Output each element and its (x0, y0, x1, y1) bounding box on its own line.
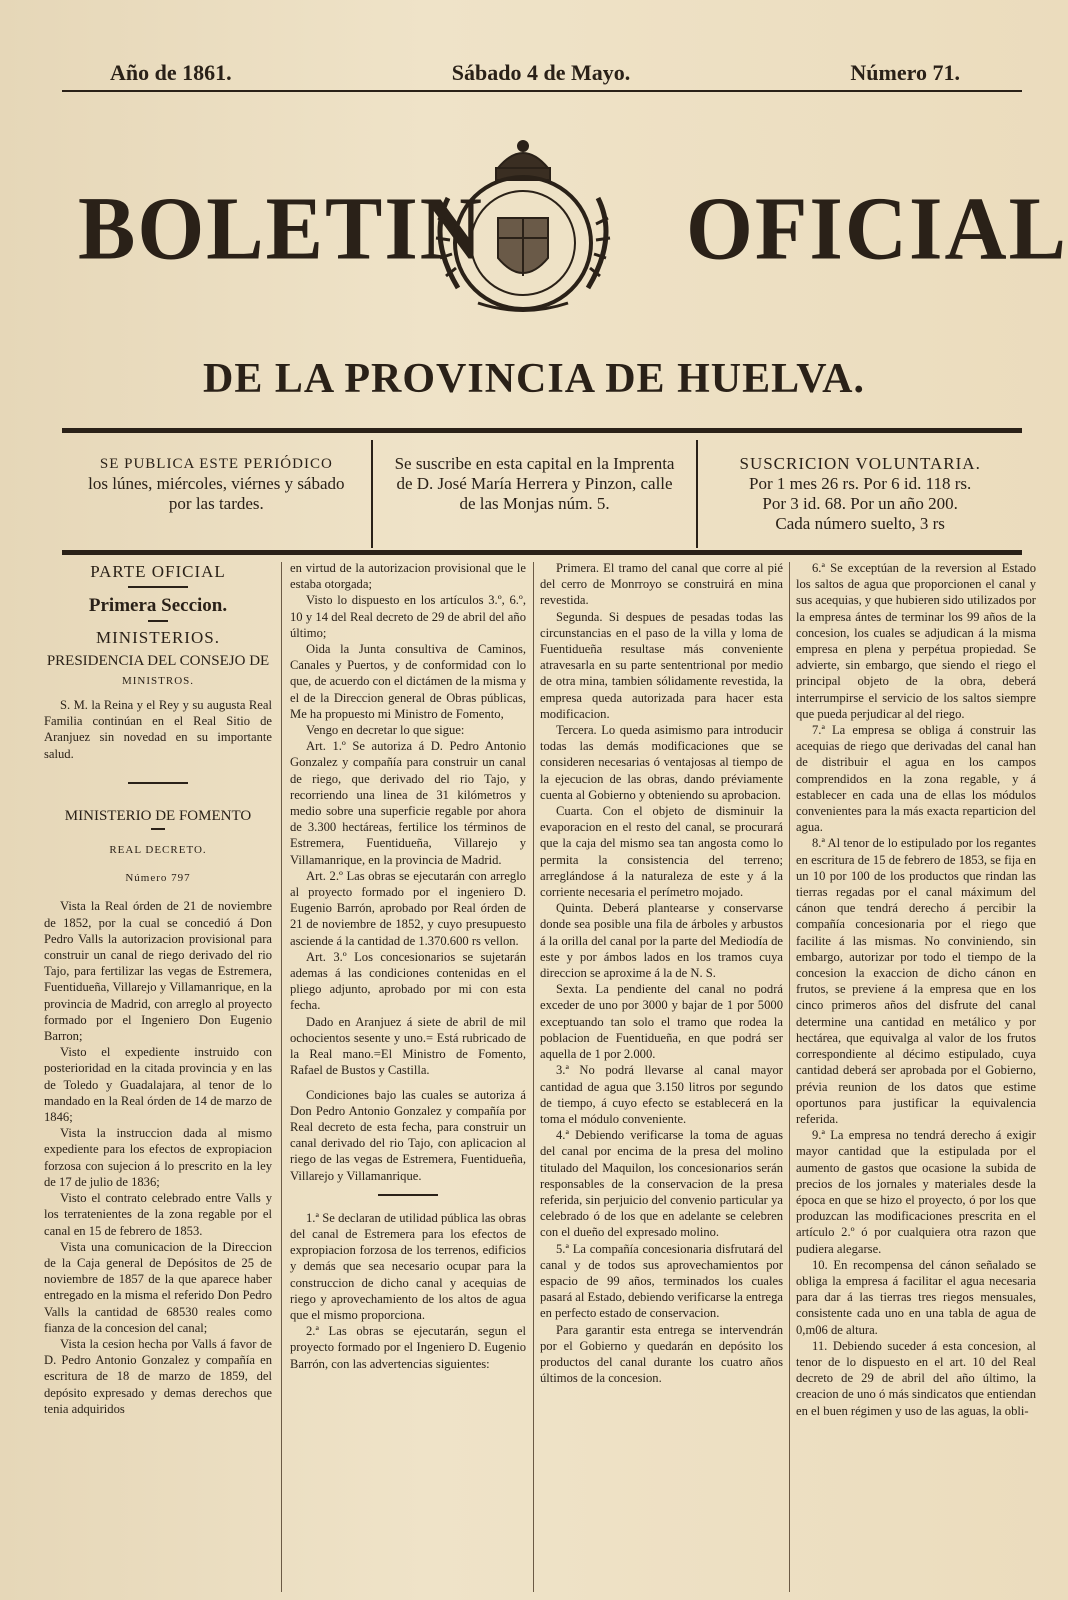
paragraph: Cuarta. Con el objeto de disminuir la evaporacion en el resto del canal, se procurará que la caja del mismo sea tan angosta como lo permita la consistencia del terreno; arreglándose á la naturaleza de este y á la corriente necesaria el perímetro mojado. (540, 804, 783, 900)
section-heading: PARTE OFICIAL (90, 562, 226, 581)
ornament-divider (151, 828, 165, 834)
paragraph: Oida la Junta consultiva de Caminos, Canales y Puertos, y de conformidad con lo que, de acuerdo con el dictámen de la misma y el de la Direccion general de Obras públicas, Me ha propuesto mi Ministro de Fomento, (290, 642, 526, 721)
issue-number: Número 71. (850, 60, 960, 85)
paragraph: 7.ª La empresa se obliga á construir las acequias de riego que derivadas del canal han de distribuir el agua en los campos comprendidos en la zona regable, y á establecer en cada una de ellas los módulos convenientes para la más exacta reparticion del agua. (796, 723, 1036, 835)
info-bottom-rule (62, 550, 1022, 555)
ornament-divider (378, 1194, 438, 1200)
place-line-1: Se suscribe en esta capital en la Imprenta (394, 454, 675, 473)
column-separator (789, 562, 790, 1592)
rates-title: SUSCRICION VOLUNTARIA. (739, 454, 981, 473)
paragraph: Condiciones bajo las cuales se autoriza á Don Pedro Antonio Gonzalez y compañía por Real decreto de esta fecha, para construir un canal derivado del rio Tajo, con aplicacion al riego de las vegas de Estremera, Fuentidueña, Villarejo y Villamanrique. (290, 1087, 526, 1183)
decree-heading: REAL DECRETO. (109, 844, 207, 857)
masthead-right: OFICIAL (686, 177, 1068, 279)
paragraph: 2.ª Las obras se ejecutarán, segun el proyecto formado por el Ingeniero D. Eugenio Barrón, con las advertencias siguientes: (290, 1324, 526, 1371)
paragraph: 4.ª Debiendo verificarse la toma de aguas del canal por encima de la presa del molino titulado del Maquilon, los concesionarios serán responsables de la conservacion de la presa referida, sin perjuicio del convenio particular ya celebrado ó de los que en adelante se celebren con el dueño del expresado molino. (540, 1128, 783, 1240)
paragraph: 8.ª Al tenor de lo estipulado por los regantes en escritura de 15 de febrero de 1853, se fija en un 10 por 100 de los productos que rindan las tierras regadas por el canal máximum del cánon que tendrá derecho á percibir la compañía concesionaria por el riego que facilite á las mismas. No conviniendo, sin embargo, autorizar por todo el tiempo de la concesion la exaccion de dicho cánon en frutos, se previene á la empresa que en los cinco primeros años del disfrute del canal determine una cantidad en metálico y por hectárea, que equivalga al valor de los frutos correspondiente al décimo estipulado, cuya cantidad deberá ser aprobada por el Gobierno, prévia reunion de los datos que estime oportunos para justificar la equivalencia referida. (796, 836, 1036, 1126)
ministry-heading: MINISTERIOS. (96, 628, 220, 648)
paragraph: 1.ª Se declaran de utilidad pública las obras del canal de Estremera para los efectos de expropiacion forzosa de los terrenos, edificios y demás que sea necesario ocupar para la construccion de dicho canal y acequias de riego y aprovechamiento de los altos de agua que el mismo proporciona. (290, 1210, 526, 1322)
paragraph: en virtud de la autorizacion provisional que le estaba otorgada; (290, 561, 526, 592)
schedule-line-2: los lúnes, miércoles, viérnes y sábado (88, 474, 345, 493)
paragraph: Sexta. La pendiente del canal no podrá exceder de uno por 3000 y bajar de 1 por 5000 exceptuando tan solo el tramo que rodea la poblacion de Fuentidueña, en que podrá ser aquella de 1 por 2.000. (540, 982, 783, 1062)
column-separator (281, 562, 282, 1592)
paragraph: Para garantir esta entrega se intervendrán por el Gobierno y quedarán en depósito los productos del canal durante los cuatro años últimos de la concesion. (540, 1322, 783, 1386)
paragraph: Dado en Aranjuez á siete de abril de mil ochocientos sesente y uno.= Está rubricado de la Real mano.=El Ministro de Fomento, Rafael de Bustos y Castilla. (290, 1014, 526, 1078)
paragraph: 5.ª La compañía concesionaria disfrutará del canal y de todos sus aprovechamientos por espacio de 99 años, terminados los cuales pasará al Estado, debiendo verificarse la entrega en perfecto estado de conservacion. (540, 1241, 784, 1321)
subscription-rates (698, 440, 1022, 548)
column-1 (44, 560, 272, 1417)
top-rule (62, 90, 1022, 92)
ministry-fomento-heading: MINISTERIO DE FOMENTO (64, 807, 252, 824)
paragraph: Primera. El tramo del canal que corre al pié del cerro de Monrroyo se construirá en mina revestida. (540, 561, 783, 608)
coat-of-arms-icon (418, 138, 628, 318)
paragraph: Segunda. Si despues de pesadas todas las circunstancias en el paso de la villa y loma de Fuentidueña resultase más conveniente atravesarla en su parte sententrional por medio de otra mina, tambien sólidamente revestida, la empresa queda autorizada para hacer esta modificacion. (540, 609, 783, 721)
rates-line-1: Por 1 mes 26 rs. Por 6 id. 118 rs. (749, 474, 972, 493)
schedule-line-3: por las tardes. (168, 494, 264, 513)
presidency-heading: PRESIDENCIA DEL CONSEJO DE (46, 652, 270, 669)
place-line-3: de las Monjas núm. 5. (459, 494, 610, 513)
rates-line-3: Cada número suelto, 3 rs (775, 514, 945, 533)
subscription-place (371, 440, 699, 548)
column-3 (540, 560, 783, 1386)
paragraph: 6.ª Se exceptúan de la reversion al Estado los saltos de agua que proporcionen el canal y sus acequias, y que hubieren sido utilizados por la empresa ántes de terminar los 99 años de la concesion, los cuales se adjudican á la misma empresa en plena y perpétua propiedad. Se advierte, sin embargo, que siendo el riego el principal objeto de la obra, deberá interrumpirse el servicio de los saltos siempre que pueda perjudicar al del riego. (796, 561, 1036, 721)
ornament-divider (128, 782, 188, 788)
issue-date: Sábado 4 de Mayo. (451, 60, 631, 85)
paragraph: Tercera. Lo queda asimismo para introducir todas las demás modificaciones que se consideren necesarias ó ventajosas al tiempo de la ejecucion de las obras, dando préviamente cuenta al Gobierno y obteniendo su aprobacion. (540, 723, 783, 802)
rates-line-2: Por 3 id. 68. Por un año 200. (762, 494, 958, 513)
paragraph: Vista la instruccion dada al mismo expediente para los efectos de expropiacion forzosa con sujecion á lo prescrito en la ley de 17 de julio de 1836; (44, 1126, 272, 1189)
paragraph: Visto el expediente instruido con posterioridad en la citada provincia y en las de Toledo y Guadalajara, al tenor de lo mandado en la Real órden de 14 de marzo de 1846; (44, 1045, 272, 1125)
paragraph: Vista una comunicacion de la Direccion de la Caja general de Depósitos de 25 de noviembre de 1857 de la que aparece haber entregado en la misma el referido Don Pedro Valls la cantidad de 68530 reales como fianza de la concesion del canal; (44, 1239, 272, 1335)
publication-info (62, 440, 1022, 548)
paragraph: Vengo en decretar lo que sigue: (306, 723, 465, 738)
ornament-divider (128, 586, 188, 592)
column-2 (290, 560, 526, 1372)
info-top-rule (62, 428, 1022, 433)
paragraph: Visto lo dispuesto en los artículos 3.º, 6.º, 10 y 14 del Real decreto de 29 de abril del año último; (290, 593, 526, 640)
ornament-divider (148, 620, 168, 626)
schedule-line-1: SE PUBLICA ESTE PERIÓDICO (99, 456, 333, 472)
paragraph: Vista la Real órden de 21 de noviembre de 1852, por la cual se concedió á Don Pedro Valls la autorizacion provisional para construir un canal de riego derivado del rio Tajo, para fertilizar las vegas de Estremera, Fuentidueña, Villarejo y Villamanrique, en la provincia de Madrid, con arreglo al proyecto formado por el Ingeniero Don Eugenio Barron; (44, 899, 272, 1044)
masthead-left: BOLETIN (78, 177, 484, 279)
issue-header (110, 60, 960, 86)
place-line-2: de D. José María Herrera y Pinzon, calle (396, 474, 673, 493)
paragraph: Visto el contrato celebrado entre Valls y los terratenientes de la zona regable por el canal en 15 de febrero de 1853. (44, 1191, 272, 1238)
paragraph: Art. 1.º Se autoriza á D. Pedro Antonio Gonzalez y compañía para construir un canal de riego, que derivado del rio Tajo, y recorriendo una linea de 31 kilómetros y medio sobre una superficie regable por ahora de 3.300 hectáreas, fertilice los términos de Estremera, Fuentidueña, Villarejo y Villamanrique, en la provincia de Madrid. (290, 739, 526, 867)
paragraph: Vista la cesion hecha por Valls á favor de D. Pedro Antonio Gonzalez y compañía en escritura de 18 de marzo de 1859, del depósito expresado y demas derechos que tenia adquiridos (44, 1336, 272, 1416)
column-4 (796, 560, 1036, 1419)
paragraph: 10. En recompensa del cánon señalado se obliga la empresa á facilitar el agua necesaria para dar á las tierras tres riegos mensuales, consistente cada uno en una tabla de agua de 0,m06 de altura. (796, 1257, 1036, 1337)
paragraph: 9.ª La empresa no tendrá derecho á exigir mayor cantidad que la estipulada por el aumento de gastos que ocasione la subida de precios de los jornales y materiales desde la época en que se hizo el proyecto, ó por los que produzcan las modificaciones prescrita en el artículo 2.º ó por cualquiera otra razon que pudiera alegarse. (796, 1128, 1036, 1256)
masthead-subtitle: DE LA PROVINCIA DE HUELVA. (203, 356, 865, 402)
paragraph: Quinta. Deberá plantearse y conservarse donde sea posible una fila de árboles y arbustos á la orilla del canal por la parte del Mediodía de este y por ámbos lados en los tramos cuya direccion se aproxime á la de N. S. (540, 901, 783, 981)
issue-year: Año de 1861. (110, 60, 232, 85)
paragraph: 11. Debiendo suceder á esta concesion, al tenor de lo dispuesto en el art. 10 del Real decreto de 29 de abril del año último, la creacion de uno ó más sindicatos que entiendan en el buen régimen y uso de las aguas, la obli- (796, 1338, 1036, 1418)
ministers-heading: MINISTROS. (121, 674, 195, 687)
decree-number: Número 797 (125, 872, 191, 885)
section-title: Primera Seccion. (88, 595, 228, 617)
paragraph: 3.ª No podrá llevarse al canal mayor cantidad de agua que 3.150 litros por segundo de tiempo, á cuyo efecto se establecerá en la toma el módulo conveniente. (540, 1063, 783, 1126)
paragraph: S. M. la Reina y el Rey y su augusta Real Familia continúan en el Real Sitio de Aranjuez sin novedad en su importante salud. (44, 698, 272, 761)
column-separator (533, 562, 534, 1592)
publication-schedule (62, 440, 371, 548)
paragraph: Art. 2.º Las obras se ejecutarán con arreglo al proyecto formado por el ingeniero D. Eugenio Barrón, aprobado por Real órden de 21 de noviembre de 1852, y cuyo presupuesto asciende á la cantidad de 1.370.600 rs vellon. (290, 868, 526, 948)
paragraph: Art. 3.º Los concesionarios se sujetarán ademas á las condiciones contenidas en el pliego adjunto, aprobado por mi con esta fecha. (290, 949, 526, 1013)
